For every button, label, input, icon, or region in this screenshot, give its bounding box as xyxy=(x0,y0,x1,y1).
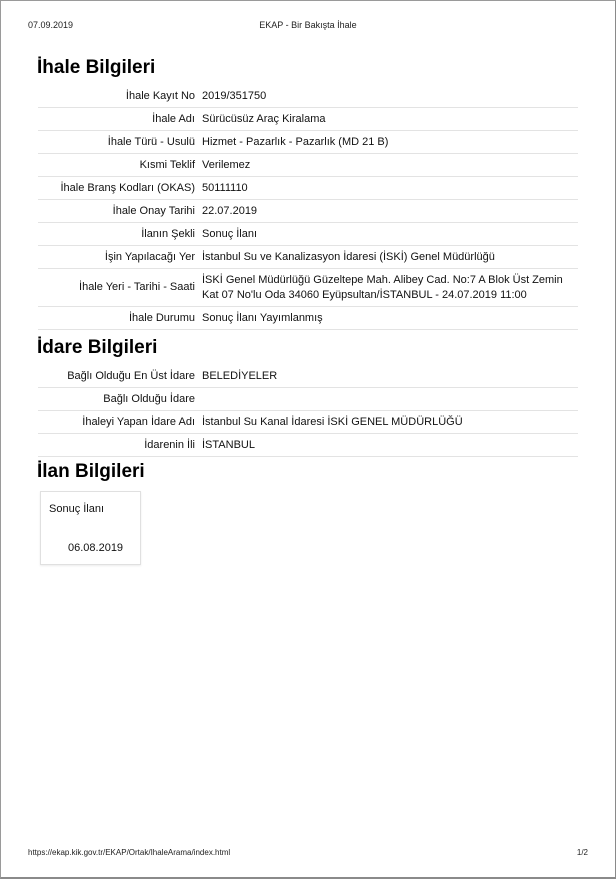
table-row xyxy=(38,411,578,434)
field-value: Verilemez xyxy=(202,154,578,177)
field-label: İhale Yeri - Tarihi - Saati xyxy=(38,269,202,307)
field-value: BELEDİYELER xyxy=(202,365,578,388)
field-label: İhale Branş Kodları (OKAS) xyxy=(38,177,202,200)
table-row xyxy=(38,108,578,131)
field-label: İhale Onay Tarihi xyxy=(38,200,202,223)
table-row xyxy=(38,307,578,330)
section-title-ihale: İhale Bilgileri xyxy=(37,57,156,78)
field-value: İSTANBUL xyxy=(202,434,578,457)
print-date: 07.09.2019 xyxy=(28,20,74,30)
field-label: İhale Kayıt No xyxy=(38,85,202,108)
table-row xyxy=(38,269,578,307)
print-header xyxy=(28,20,588,32)
field-label: İlanın Şekli xyxy=(38,223,202,246)
ihale-info-table xyxy=(38,85,578,330)
footer-url: https://ekap.kik.gov.tr/EKAP/Ortak/IhaleArama/index.html xyxy=(28,848,231,857)
ilan-date: 06.08.2019 xyxy=(68,542,124,554)
field-value: 22.07.2019 xyxy=(202,200,578,223)
table-row xyxy=(38,388,578,411)
field-value: Sürücüsüz Araç Kiralama xyxy=(202,108,578,131)
table-row xyxy=(38,365,578,388)
table-row xyxy=(38,246,578,269)
field-label: Bağlı Olduğu En Üst İdare xyxy=(38,365,202,388)
field-label: İhale Türü - Usulü xyxy=(38,131,202,154)
field-value: İstanbul Su Kanal İdaresi İSKİ GENEL MÜDÜRLÜĞÜ xyxy=(202,411,578,434)
field-value: 2019/351750 xyxy=(202,85,578,108)
field-value xyxy=(202,388,578,411)
page-number: 1/2 xyxy=(576,848,588,857)
section-title-idare: İdare Bilgileri xyxy=(37,337,158,358)
field-label: İhaleyi Yapan İdare Adı xyxy=(38,411,202,434)
field-value: İSKİ Genel Müdürlüğü Güzeltepe Mah. Alibey Cad. No:7 A Blok Üst Zemin Kat 07 No'lu Oda 34060 Eyüpsultan/İSTANBUL - 24.07.2019 11:00 xyxy=(202,269,578,307)
field-value: Sonuç İlanı xyxy=(202,223,578,246)
table-row xyxy=(38,85,578,108)
section-title-ilan: İlan Bilgileri xyxy=(37,461,145,482)
print-footer xyxy=(28,848,588,860)
table-row xyxy=(38,200,578,223)
field-label: Bağlı Olduğu İdare xyxy=(38,388,202,411)
print-title: EKAP - Bir Bakışta İhale xyxy=(259,20,357,30)
field-label: İşin Yapılacağı Yer xyxy=(38,246,202,269)
table-row xyxy=(38,154,578,177)
field-value: 50111110 xyxy=(202,177,578,200)
table-row xyxy=(38,434,578,457)
field-label: İdarenin İli xyxy=(38,434,202,457)
field-label: İhale Durumu xyxy=(38,307,202,330)
table-row xyxy=(38,131,578,154)
table-row xyxy=(38,223,578,246)
idare-info-table xyxy=(38,365,578,457)
field-label: Kısmi Teklif xyxy=(38,154,202,177)
ilan-type: Sonuç İlanı xyxy=(49,503,105,515)
field-value: Hizmet - Pazarlık - Pazarlık (MD 21 B) xyxy=(202,131,578,154)
ilan-card[interactable] xyxy=(40,491,141,565)
table-row xyxy=(38,177,578,200)
field-value: İstanbul Su ve Kanalizasyon İdaresi (İSKİ) Genel Müdürlüğü xyxy=(202,246,578,269)
field-value: Sonuç İlanı Yayımlanmış xyxy=(202,307,578,330)
field-label: İhale Adı xyxy=(38,108,202,131)
